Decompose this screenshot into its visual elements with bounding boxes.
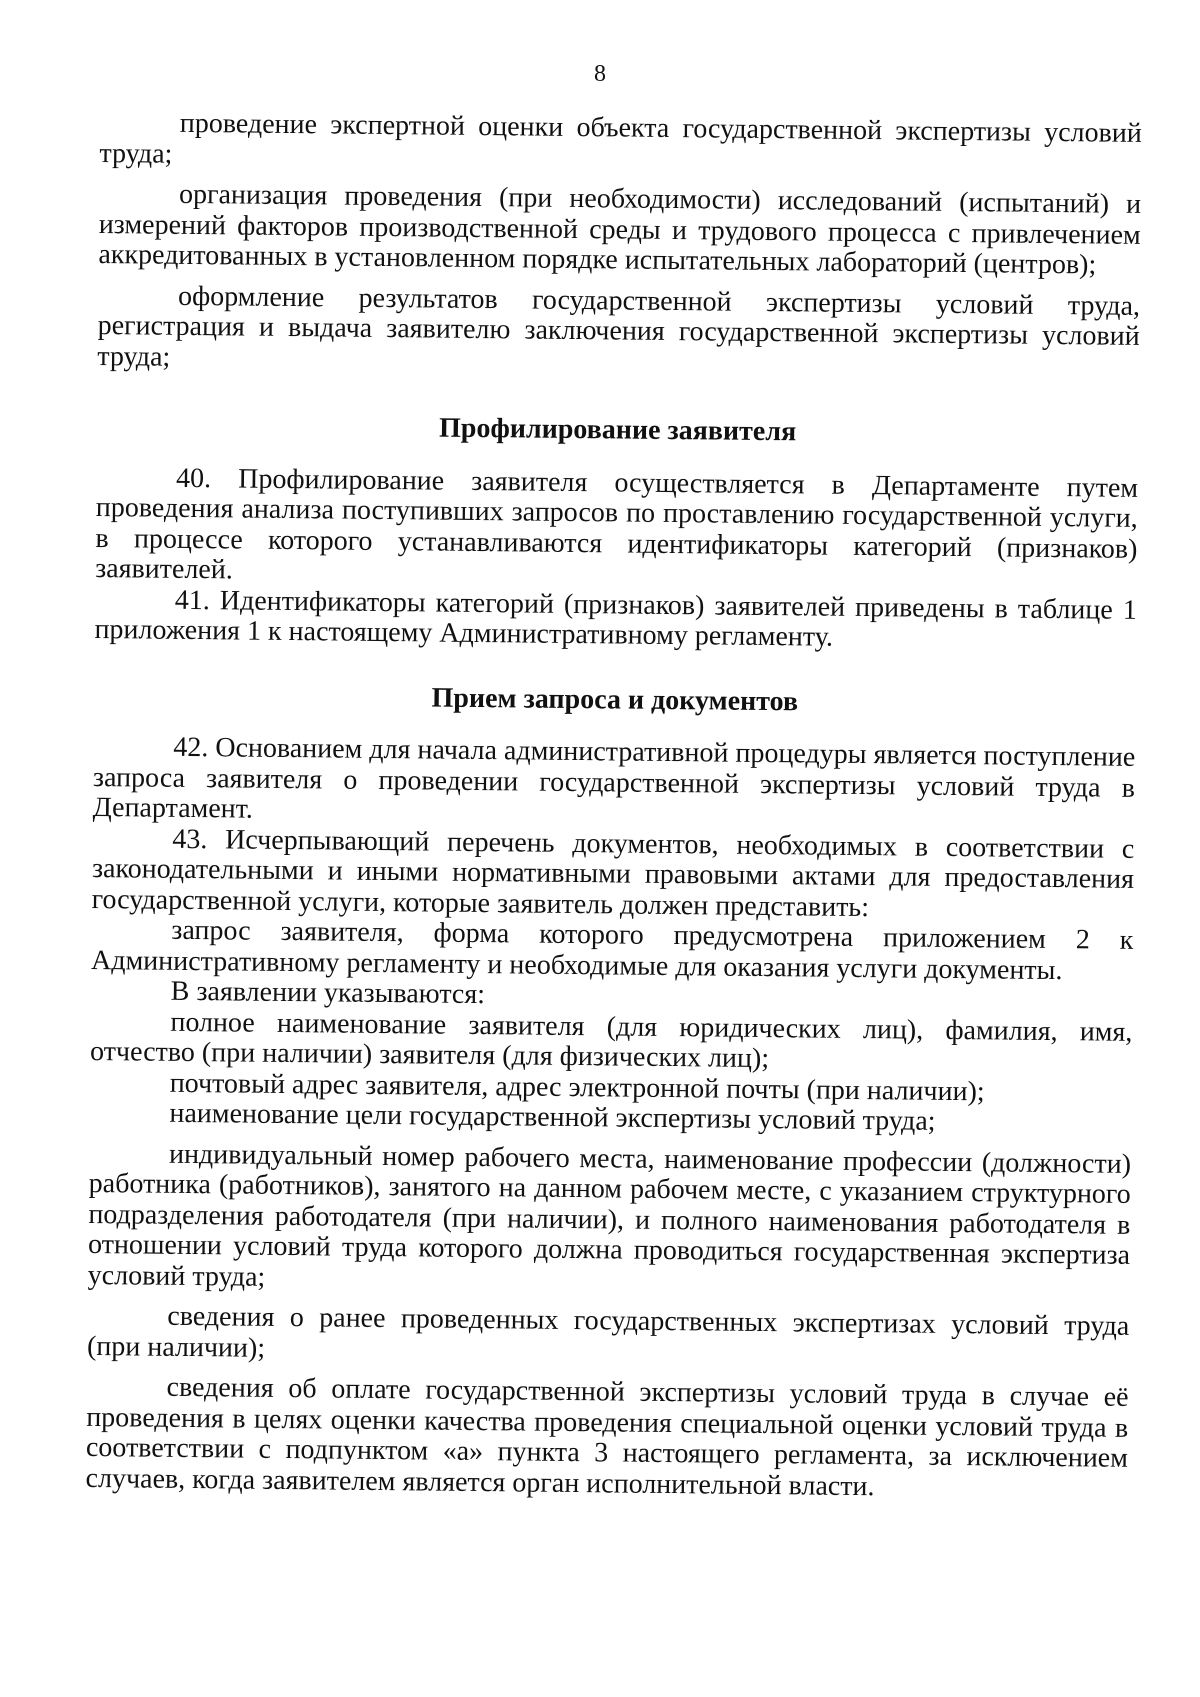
list-item-previous-expertise: сведения о ранее проведенных государственных экспертизах условий труда (при наличии); [86, 1300, 1130, 1364]
list-item-expertise-purpose: наименование цели государственной экспертизы условий труда; [169, 1097, 936, 1137]
paragraph-42: 42. Основанием для начала административной процедуры является поступление запроса заявителя о проведении государственной экспертизы условий труда в Департамент. [92, 731, 1136, 825]
list-item-payment-information: сведения об оплате государственной экспертизы условий труда в случае её проведения в целях оценки качества проведения специальной оценки условий труда в соответствии с подпунктом «а» пункта 3 настоящего регламента, за исключением случаев, когда заявителем является орган исполнительной власти. [85, 1371, 1129, 1502]
paragraph-results-registration: оформление результатов государственной экспертизы условий труда, регистрация и выдача заявителю заключения государственной экспертизы условий труда; [97, 280, 1141, 373]
page-number: 8 [594, 61, 606, 87]
paragraph-organization-research: организация проведения (при необходимости) исследований (испытаний) и измерений факторов производственной среды и трудового процесса с привлечением аккредитованных в установленном порядке испытательных лабораторий (центров); [98, 178, 1142, 281]
paragraph-expert-assessment: проведение экспертной оценки объекта государственной экспертизы условий труда; [99, 107, 1142, 170]
paragraph-40: 40. Профилирование заявителя осуществляется в Департаменте путем проведения анализа поступивших запросов по проставлению государственной услуги, в процессе которого устанавливаются идентификаторы категорий (признаков) заявителей. [95, 462, 1139, 586]
paragraph-statement-contents: В заявлении указываются: [170, 975, 486, 1011]
list-item-workplace-number: индивидуальный номер рабочего места, наименование профессии (должности) работника (работников), занятого на данном рабочем месте, с указанием структурного подразделения работодателя (при наличии), и полного наименования работодателя в отношении условий труда которого должна проводиться государственная экспертиза условий труда; [87, 1138, 1132, 1293]
section-heading-applicant-profiling: Профилирование заявителя [438, 412, 797, 448]
paragraph-43: 43. Исчерпывающий перечень документов, необходимых в соответствии с законодательными и иными нормативными правовыми актами для предоставления государственной услуги, которые заявитель должен представить: [91, 823, 1135, 923]
paragraph-41: 41. Идентификаторы категорий (признаков) заявителей приведены в таблице 1 приложения 1 к настоящему Административному регламенту. [94, 584, 1137, 653]
list-item-applicant-name: полное наименование заявителя (для юридических лиц), фамилия, имя, отчество (при наличии) заявителя (для физических лиц); [89, 1006, 1133, 1075]
section-heading-request-reception: Прием запроса и документов [431, 682, 799, 717]
list-item-postal-address: почтовый адрес заявителя, адрес электронной почты (при наличии); [169, 1067, 985, 1107]
paragraph-request-form: запрос заявителя, форма которого предусмотрена приложением 2 к Административному регламенту и необходимые для оказания услуги документы. [90, 914, 1134, 986]
document-body [85, 108, 1141, 1505]
